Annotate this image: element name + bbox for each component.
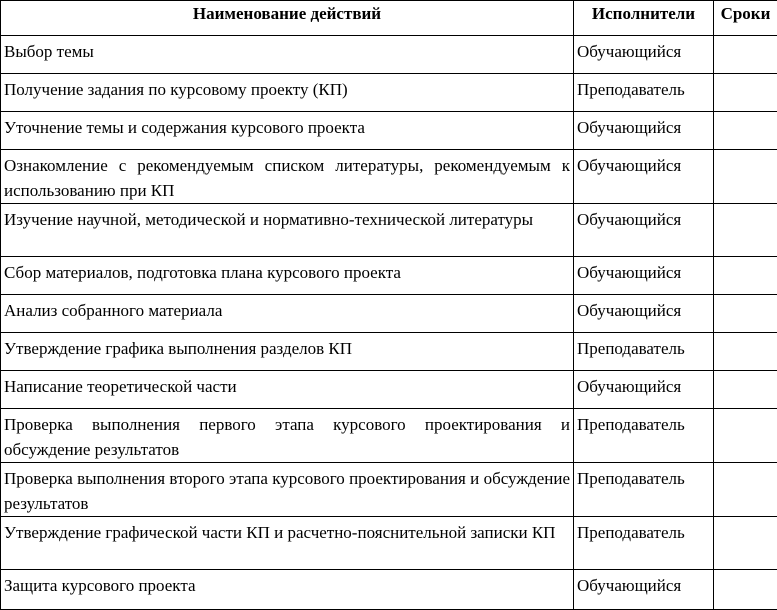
deadline-cell	[714, 409, 777, 463]
action-cell: Анализ собранного материала	[1, 295, 574, 333]
table-row	[1, 517, 777, 570]
deadline-cell	[714, 204, 777, 257]
action-cell: Защита курсового проекта	[1, 570, 574, 610]
deadline-cell	[714, 74, 777, 112]
deadline-cell	[714, 570, 777, 610]
action-cell: Утверждение графической части КП и расчетно-пояснительной записки КП	[1, 517, 574, 570]
header-deadline: Сроки	[714, 1, 777, 36]
table-row	[1, 570, 777, 610]
executor-cell: Обучающийся	[574, 150, 714, 204]
deadline-cell	[714, 36, 777, 74]
executor-cell: Преподаватель	[574, 409, 714, 463]
table-row	[1, 409, 777, 463]
executor-cell: Обучающийся	[574, 371, 714, 409]
action-cell: Написание теоретической части	[1, 371, 574, 409]
executor-cell: Обучающийся	[574, 257, 714, 295]
action-cell: Сбор материалов, подготовка плана курсового проекта	[1, 257, 574, 295]
deadline-cell	[714, 463, 777, 517]
executor-cell: Обучающийся	[574, 112, 714, 150]
executor-cell: Преподаватель	[574, 74, 714, 112]
action-cell: Проверка выполнения второго этапа курсового проектирования и обсуждение результатов	[1, 463, 574, 517]
header-executor: Исполнители	[574, 1, 714, 36]
table-row	[1, 36, 777, 74]
action-cell: Утверждение графика выполнения разделов КП	[1, 333, 574, 371]
deadline-cell	[714, 150, 777, 204]
executor-cell: Преподаватель	[574, 333, 714, 371]
deadline-cell	[714, 112, 777, 150]
table-row	[1, 112, 777, 150]
action-cell: Уточнение темы и содержания курсового проекта	[1, 112, 574, 150]
action-cell: Выбор темы	[1, 36, 574, 74]
deadline-cell	[714, 517, 777, 570]
table-row	[1, 371, 777, 409]
header-action: Наименование действий	[1, 1, 574, 36]
executor-cell: Обучающийся	[574, 570, 714, 610]
table-row	[1, 463, 777, 517]
executor-cell: Обучающийся	[574, 204, 714, 257]
table-row	[1, 204, 777, 257]
action-cell: Изучение научной, методической и нормативно-технической литературы	[1, 204, 574, 257]
executor-cell: Преподаватель	[574, 463, 714, 517]
table-row	[1, 333, 777, 371]
table-row	[1, 150, 777, 204]
deadline-cell	[714, 257, 777, 295]
deadline-cell	[714, 371, 777, 409]
action-cell: Получение задания по курсовому проекту (КП)	[1, 74, 574, 112]
deadline-cell	[714, 295, 777, 333]
deadline-cell	[714, 333, 777, 371]
table-row	[1, 74, 777, 112]
table-row	[1, 295, 777, 333]
executor-cell: Преподаватель	[574, 517, 714, 570]
table-row	[1, 257, 777, 295]
executor-cell: Обучающийся	[574, 295, 714, 333]
executor-cell: Обучающийся	[574, 36, 714, 74]
action-cell: Проверка выполнения первого этапа курсового проектирования и обсуждение результатов	[1, 409, 574, 463]
table-header-row	[1, 1, 777, 36]
action-cell: Ознакомление с рекомендуемым списком литературы, рекомендуемым к использованию при КП	[1, 150, 574, 204]
